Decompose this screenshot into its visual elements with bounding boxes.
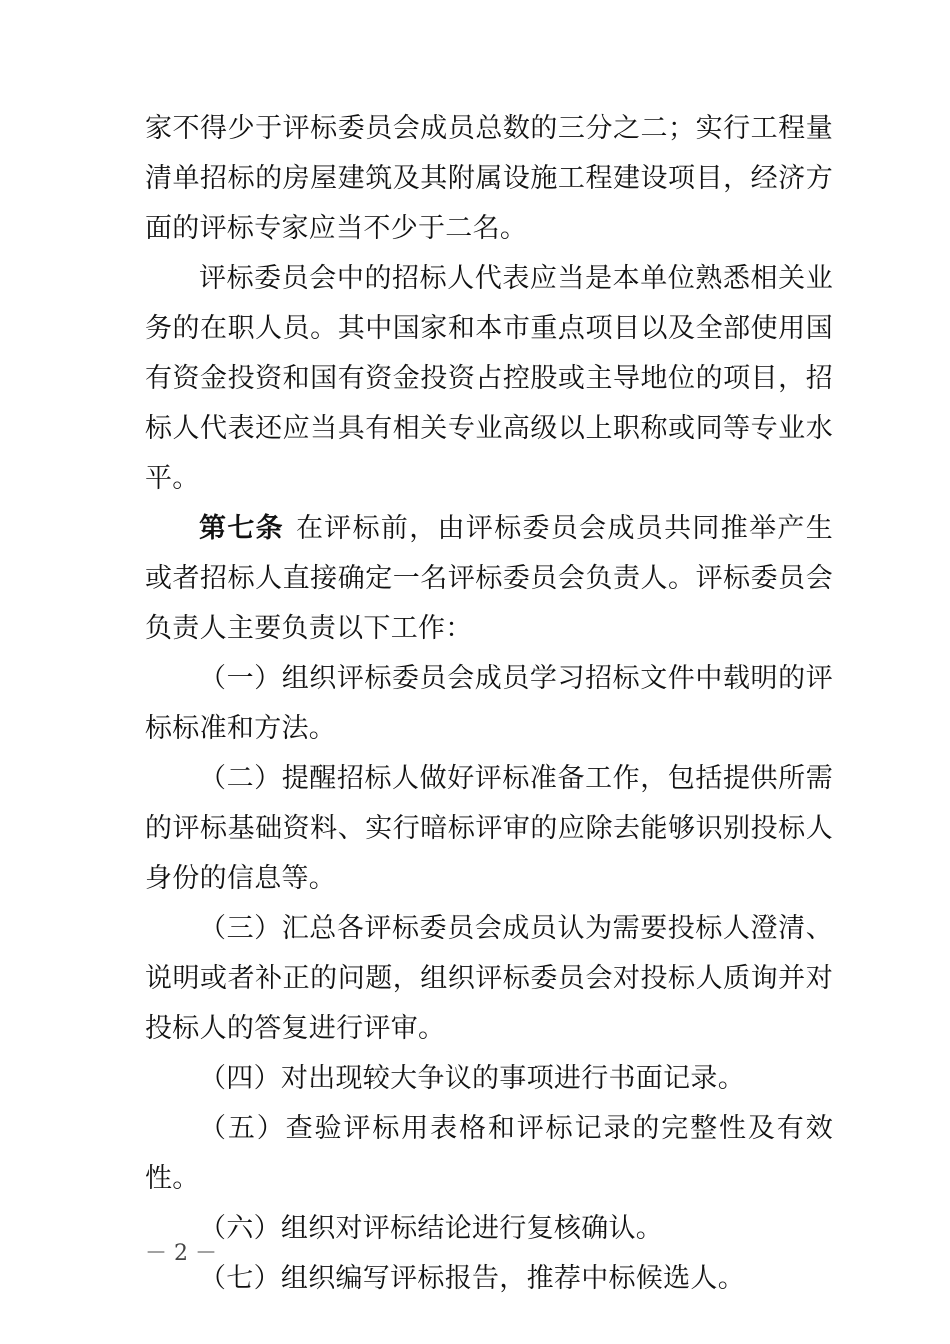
paragraph-continuation: 家不得少于评标委员会成员总数的三分之二；实行工程量清单招标的房屋建筑及其附属设施工程建设项目，经济方面的评标专家应当不少于二名。 (145, 113, 833, 244)
list-item-5: （五）查验评标用表格和评标记录的完整性及有效性。 (145, 1113, 833, 1194)
list-item-7: （七）组织编写评标报告，推荐中标候选人。 (199, 1263, 745, 1294)
article-label: 第七条 (199, 513, 284, 544)
article-7-text: 在评标前，由评标委员会成员共同推举产生或者招标人直接确定一名评标委员会负责人。评标委员会负责人主要负责以下工作： (145, 513, 834, 644)
page-number: － 2 － (145, 1241, 217, 1266)
list-item-3: （三）汇总各评标委员会成员认为需要投标人澄清、说明或者补正的问题，组织评标委员会对投标人质询并对投标人的答复进行评审。 (145, 913, 833, 1044)
document-body (145, 104, 833, 1304)
paragraph-article-7 (145, 504, 833, 654)
list-item-2: （二）提醒招标人做好评标准备工作，包括提供所需的评标基础资料、实行暗标评审的应除去能够识别投标人身份的信息等。 (145, 763, 833, 894)
paragraph-bid-representative: 评标委员会中的招标人代表应当是本单位熟悉相关业务的在职人员。其中国家和本市重点项目以及全部使用国有资金投资和国有资金投资占控股或主导地位的项目，招标人代表还应当具有相关专业高级以上职称或同等专业水平。 (145, 263, 833, 494)
list-item-4: （四）对出现较大争议的事项进行书面记录。 (199, 1063, 745, 1094)
list-item-6: （六）组织对评标结论进行复核确认。 (199, 1213, 664, 1244)
list-item-1: （一）组织评标委员会成员学习招标文件中载明的评标标准和方法。 (145, 663, 833, 744)
